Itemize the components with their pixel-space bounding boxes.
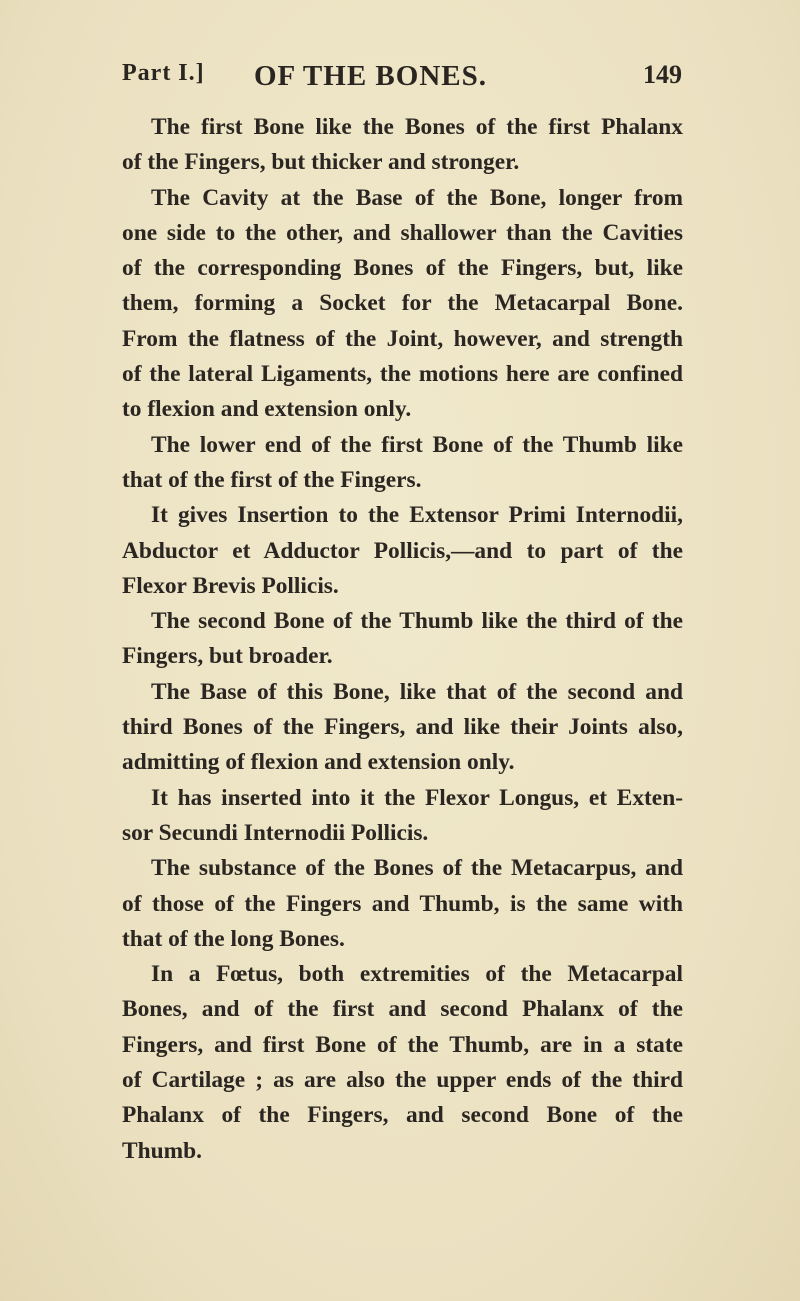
text-line: that of the first of the Fingers. bbox=[122, 466, 422, 493]
text-line: of the Fingers, but thicker and stronger. bbox=[122, 149, 520, 176]
paragraph bbox=[122, 604, 683, 675]
text-line: one side to the other, and shallower than the Cavities bbox=[122, 219, 683, 246]
body-text bbox=[122, 110, 683, 1169]
page-title: OF THE BONES. bbox=[254, 60, 487, 92]
text-line: Thumb. bbox=[122, 1137, 202, 1164]
paragraph bbox=[122, 851, 683, 957]
text-line: Phalanx of the Fingers, and second Bone of the bbox=[122, 1102, 683, 1129]
paragraph bbox=[122, 110, 683, 181]
text-line: sor Secundi Internodii Pollicis. bbox=[122, 819, 429, 846]
text-line: It has inserted into it the Flexor Longus, et Exten- bbox=[151, 784, 683, 811]
text-line: The Base of this Bone, like that of the second and bbox=[151, 678, 683, 705]
text-line: From the flatness of the Joint, however, and strength bbox=[122, 325, 683, 352]
paragraph bbox=[122, 675, 683, 781]
text-line: admitting of flexion and extension only. bbox=[122, 749, 515, 776]
text-line: The Cavity at the Base of the Bone, longer from bbox=[151, 184, 683, 211]
text-line: them, forming a Socket for the Metacarpal Bone. bbox=[122, 290, 683, 317]
text-line: to flexion and extension only. bbox=[122, 396, 412, 423]
text-line: of the lateral Ligaments, the motions here are confined bbox=[122, 361, 683, 388]
text-line: of Cartilage ; as are also the upper ends of the third bbox=[122, 1067, 683, 1094]
text-line: The lower end of the first Bone of the Thumb like bbox=[151, 431, 683, 458]
text-line: The first Bone like the Bones of the first Phalanx bbox=[151, 114, 683, 140]
page-number: 149 bbox=[643, 60, 682, 89]
paragraph bbox=[122, 181, 683, 428]
text-line: The substance of the Bones of the Metacarpus, and bbox=[151, 855, 683, 882]
paragraph bbox=[122, 428, 683, 499]
text-line: In a Fœtus, both extremities of the Metacarpal bbox=[151, 961, 683, 988]
text-line: of those of the Fingers and Thumb, is the same with bbox=[122, 890, 683, 917]
paragraph bbox=[122, 781, 683, 852]
text-line: Flexor Brevis Pollicis. bbox=[122, 572, 339, 599]
text-line: of the corresponding Bones of the Fingers, but, like bbox=[122, 255, 683, 282]
text-line: Abductor et Adductor Pollicis,—and to part of the bbox=[122, 537, 683, 564]
text-line: The second Bone of the Thumb like the third of the bbox=[151, 608, 683, 635]
paragraph bbox=[122, 498, 683, 604]
text-line: Fingers, and first Bone of the Thumb, are in a state bbox=[122, 1031, 683, 1058]
text-line: that of the long Bones. bbox=[122, 925, 345, 952]
part-label: Part I.] bbox=[122, 60, 205, 86]
text-line: Fingers, but broader. bbox=[122, 643, 333, 670]
text-line: It gives Insertion to the Extensor Primi Internodii, bbox=[151, 502, 683, 529]
running-head bbox=[122, 60, 682, 100]
paragraph bbox=[122, 957, 683, 1169]
text-line: Bones, and of the first and second Phalanx of the bbox=[122, 996, 683, 1023]
text-line: third Bones of the Fingers, and like their Joints also, bbox=[122, 714, 683, 741]
